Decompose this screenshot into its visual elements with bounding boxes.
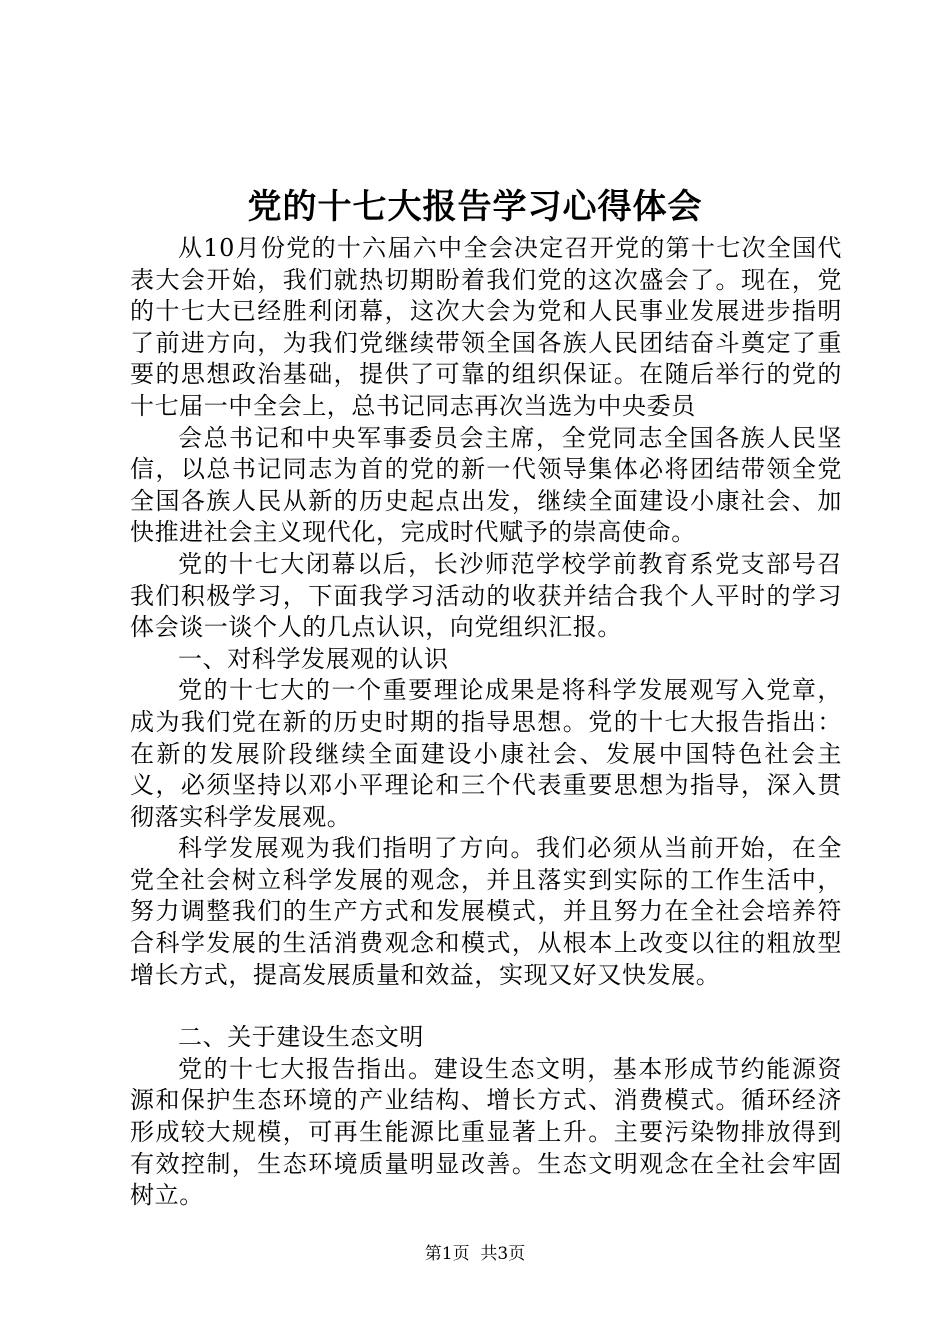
paragraph-continuation: 会总书记和中央军事委员会主席，全党同志全国各族人民坚信，以总书记同志为首的党的新一代领导集体必将团结带领全党全国各族人民从新的历史起点出发，继续全面建设小康社会、加快推进社会主义现代化，完成时代赋予的崇高使命。 bbox=[130, 423, 842, 547]
paragraph-intro: 从10月份党的十六届六中全会决定召开党的第十七次全国代表大会开始，我们就热切期盼着我们党的这次盛会了。现在，党的十七大已经胜利闭幕，这次大会为党和人民事业发展进步指明了前进方向，为我们党继续带领全国各族人民团结奋斗奠定了重要的思想政治基础，提供了可靠的组织保证。在随后举行的党的十七届一中全会上，总书记同志再次当选为中央委员 bbox=[130, 234, 842, 420]
document-body bbox=[130, 233, 842, 1212]
paragraph-study-call: 党的十七大闭幕以后，长沙师范学校学前教育系党支部号召我们积极学习，下面我学习活动的收获并结合我个人平时的学习体会谈一谈个人的几点认识，向党组织汇报。 bbox=[130, 549, 842, 642]
paragraph-scientific-development: 党的十七大的一个重要理论成果是将科学发展观写入党章，成为我们党在新的历史时期的指导思想。党的十七大报告指出：在新的发展阶段继续全面建设小康社会、发展中国特色社会主义，必须坚持以邓小平理论和三个代表重要思想为指导，深入贯彻落实科学发展观。 bbox=[130, 676, 842, 831]
section-heading-ecological-civilization: 二、关于建设生态文明 bbox=[178, 1023, 424, 1052]
page-number: 第1页 bbox=[424, 1244, 470, 1264]
paragraph-direction: 科学发展观为我们指明了方向。我们必须从当前开始，在全党全社会树立科学发展的观念，并且落实到实际的工作生活中，努力调整我们的生产方式和发展模式，并且努力在全社会培养符合科学发展的生活消费观念和模式，从根本上改变以往的粗放型增长方式，提高发展质量和效益，实现又好又快发展。 bbox=[130, 834, 842, 989]
document-title: 党的十七大报告学习心得体会 bbox=[247, 187, 703, 227]
page-footer bbox=[0, 1242, 950, 1266]
paragraph-ecological-civilization: 党的十七大报告指出。建设生态文明，基本形成节约能源资源和保护生态环境的产业结构、增长方式、消费模式。循环经济形成较大规模，可再生能源比重显著上升。主要污染物排放得到有效控制，生态环境质量明显改善。生态文明观念在全社会牢固树立。 bbox=[130, 1054, 842, 1210]
page-total: 共3页 bbox=[480, 1244, 526, 1264]
section-heading-scientific-development: 一、对科学发展观的认识 bbox=[178, 644, 449, 673]
